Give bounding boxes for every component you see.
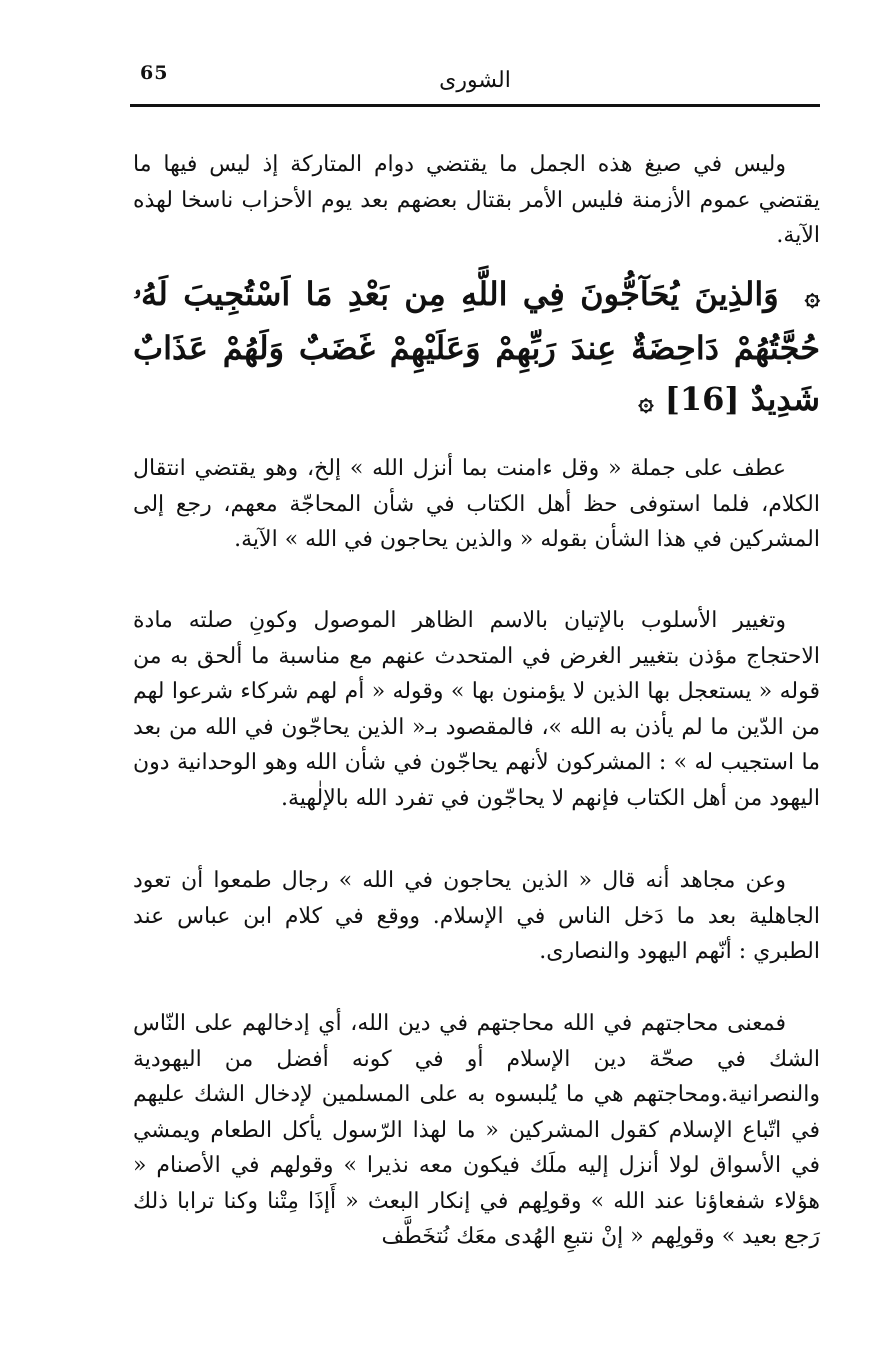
verse-text: وَالذِينَ يُحَآجُّونَ فِي اللَّهِ مِن بَعْدِ مَا اَسْتُجِيبَ لَهُۥ حُجَّتُهُمْ دَاحِضَةٌ عِندَ رَبِّهِمْ وَعَلَيْهِمْ غَضَبٌ وَلَهُمْ عَذَابٌ شَدِيدٌ [133,275,820,418]
paragraph-5 [133,1006,820,1255]
paragraph-3-text: وتغيير الأسلوب بالإتيان بالاسم الظاهر الموصول وكونِ صلته مادة الاحتجاج مؤذن بتغيير الغرض في المتحدث عنهم مع مناسبة ما ألحق به من قوله « يستعجل بها الذين لا يؤمنون بها » وقوله « أم لهم شركاء شرعوا لهم من الدّين ما لم يأذن به الله »، فالمقصود بـ« الذين يحاجّون في الله من بعد ما استجيب له » : المشركون لأنهم يحاجّون في شأن الله وهو الوحدانية دون اليهود من أهل الكتاب فإنهم لا يحاجّون في تفرد الله بالإلٰهية. [133,608,820,811]
paragraph-2-text: عطف على جملة « وقل ءامنت بما أنزل الله » إلخ، وهو يقتضي انتقال الكلام، فلما استوفى حظ أهل الكتاب في شأن المحاجّة معهم، رجع إلى المشركين في هذا الشأن بقوله « والذين يحاجون في الله » الآية. [133,456,820,552]
page-header [130,56,820,106]
paragraph-2 [133,451,820,558]
header-divider [130,104,820,107]
page-number: 65 [140,62,169,84]
verse-close-ornament: ۞ [638,387,654,417]
ayah-number: [16] [664,380,740,418]
verse-open-ornament: ۞ [804,282,821,312]
surah-title: الشورى [439,68,511,93]
paragraph-3 [133,603,820,816]
quran-verse [133,269,820,428]
paragraph-4 [133,863,820,970]
paragraph-5-text: فمعنى محاجتهم في الله محاجتهم في دين الله، أي إدخالهم على النّاس الشك في صحّة دين الإسلام أو في كونه أفضل من اليهودية والنصرانية.ومحاجتهم هي ما يُلبسوه به على المسلمين لإدخال الشك عليهم في اتّباع الإسلام كقول المشركين « ما لهذا الرّسول يأكل الطعام ويمشي في الأسواق لولا أنزل إليه ملَك فيكون معه نذيرا » وقولهم في الأصنام « هؤلاء شفعاؤنا عند الله » وقولِهم في إنكار البعث « أَإذَا مِتْنا وكنا ترابا ذلك رَجع بعيد » وقولِهم « إنْ نتبعِ الهُدى معَك نُتخَطَّف [133,1011,820,1249]
paragraph-1-text: وليس في صيغ هذه الجمل ما يقتضي دوام المتاركة إذ ليس فيها ما يقتضي عموم الأزمنة فليس الأمر بقتال بعضهم بعد يوم الأحزاب ناسخا لهذه الآية. [133,152,820,248]
paragraph-4-text: وعن مجاهد أنه قال « الذين يحاجون في الله » رجال طمعوا أن تعود الجاهلية بعد ما دَخل الناس في الإسلام. ووقع في كلام ابن عباس عند الطبري : أنّهم اليهود والنصارى. [133,868,820,964]
paragraph-1 [133,147,820,254]
